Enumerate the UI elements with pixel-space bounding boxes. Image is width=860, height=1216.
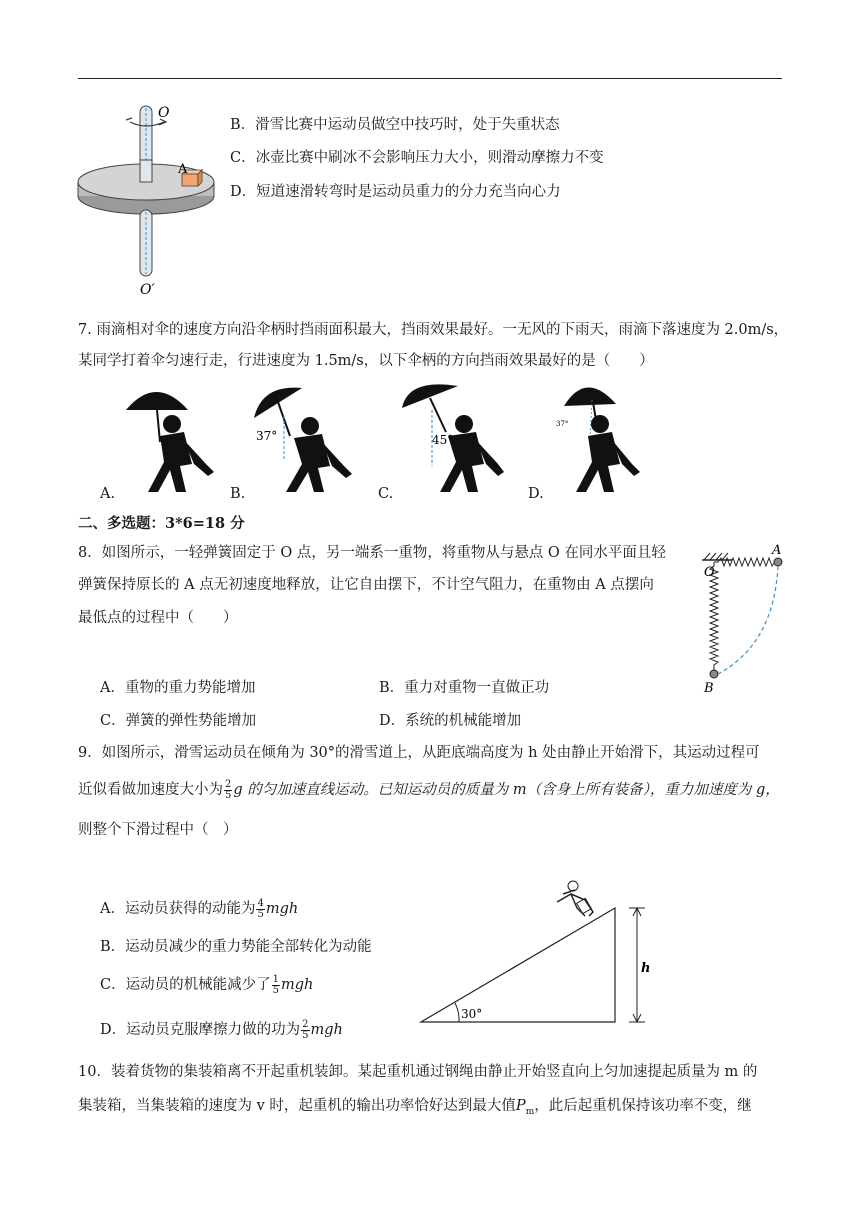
q9-option-a: A．运动员获得的动能为 $\frac{4}{5}$ mgh bbox=[100, 897, 299, 920]
q10-stem-line1: 10．装着货物的集装箱离不开起重机装卸。某起重机通过钢绳由静止开始竖直向上匀加速提起质量为 m 的 bbox=[78, 1064, 758, 1080]
q6-option-c: C．冰壶比赛中刷冰不会影响压力大小，则滑动摩擦力不变 bbox=[230, 150, 604, 166]
spring-label-o: O bbox=[704, 565, 715, 580]
angle-d-label: 37° bbox=[556, 420, 569, 428]
q9-option-b: B．运动员减少的重力势能全部转化为动能 bbox=[100, 939, 372, 955]
spring-label-a: A bbox=[772, 544, 782, 558]
q8-option-b: B．重力对重物一直做正功 bbox=[379, 680, 550, 696]
q9-option-c: C．运动员的机械能减少了 $\frac{1}{5}$ mgh bbox=[100, 973, 314, 996]
q8-option-d: D．系统的机械能增加 bbox=[379, 713, 522, 729]
header-rule bbox=[78, 78, 782, 79]
disk-label-o-prime: O′ bbox=[140, 282, 155, 298]
q8-option-a: A．重物的重力势能增加 bbox=[100, 680, 256, 696]
q7-option-d: D. bbox=[528, 486, 544, 502]
q8-option-c: C．弹簧的弹性势能增加 bbox=[100, 713, 257, 729]
disk-label-a: A bbox=[178, 162, 188, 177]
umbrella-figure-c bbox=[398, 380, 508, 500]
q8-stem-line1: 8．如图所示，一轻弹簧固定于 O 点，另一端系一重物，将重物从与悬点 O 在同水平面且轻 bbox=[78, 545, 666, 561]
disk-label-o: O bbox=[158, 105, 170, 121]
angle-c-label: 45° bbox=[432, 433, 454, 447]
q10-stem-line2: 集装箱，当集装箱的速度为 v 时，起重机的输出功率恰好达到最大值$P_m$，此后起重机保持该功率不变，继 bbox=[78, 1098, 752, 1117]
slope-angle-label: 30° bbox=[461, 1007, 483, 1021]
slope-height-label: h bbox=[641, 961, 651, 976]
ski-slope-figure bbox=[415, 872, 665, 1028]
rotating-disk-figure bbox=[74, 100, 224, 300]
umbrella-figure-b bbox=[250, 380, 360, 500]
q7-stem-line1: 7. 雨滴相对伞的速度方向沿伞柄时挡雨面积最大，挡雨效果最好。一无风的下雨天，雨滴下落速度为 2.0m/s， bbox=[78, 322, 789, 338]
q8-stem-line3: 最低点的过程中（ ） bbox=[78, 610, 238, 626]
q7-option-b: B. bbox=[230, 486, 246, 502]
q9-stem-line1: 9．如图所示，滑雪运动员在倾角为 30°的滑雪道上，从距底端高度为 h 处由静止开始滑下，其运动过程可 bbox=[78, 745, 760, 761]
q9-stem-line2: 近似看做加速度大小为 $\frac{2}{5}$ g 的匀加速直线运动。已知运动员的质量为 m（含身上所有装备），重力加速度为 g， bbox=[78, 778, 780, 801]
q9-option-d: D．运动员克服摩擦力做的功为 $\frac{2}{5}$ mgh bbox=[100, 1018, 343, 1041]
q6-option-b: B．滑雪比赛中运动员做空中技巧时，处于失重状态 bbox=[230, 117, 560, 133]
angle-b-label: 37° bbox=[256, 429, 278, 443]
q7-stem-line2: 某同学打着伞匀速行走，行进速度为 1.5m/s，以下伞柄的方向挡雨效果最好的是（ ） bbox=[78, 353, 654, 369]
section-title-multi-choice: 二、多选题：3*6=18 分 bbox=[78, 515, 245, 532]
q8-stem-line2: 弹簧保持原长的 A 点无初速度地释放，让它自由摆下，不计空气阻力，在重物由 A 点摆向 bbox=[78, 577, 654, 593]
fraction-two-fifths: $\frac{2}{5}$ bbox=[225, 778, 232, 801]
spring-pendulum-figure bbox=[696, 544, 792, 696]
umbrella-figure-a bbox=[120, 380, 220, 500]
spring-label-b: B bbox=[704, 681, 714, 696]
q7-option-c: C. bbox=[378, 486, 394, 502]
q7-option-a: A. bbox=[100, 486, 116, 502]
umbrella-figure-d bbox=[550, 380, 650, 500]
q9-stem-line3: 则整个下滑过程中（ ） bbox=[78, 822, 238, 838]
q6-option-d: D．短道速滑转弯时是运动员重力的分力充当向心力 bbox=[230, 184, 561, 200]
